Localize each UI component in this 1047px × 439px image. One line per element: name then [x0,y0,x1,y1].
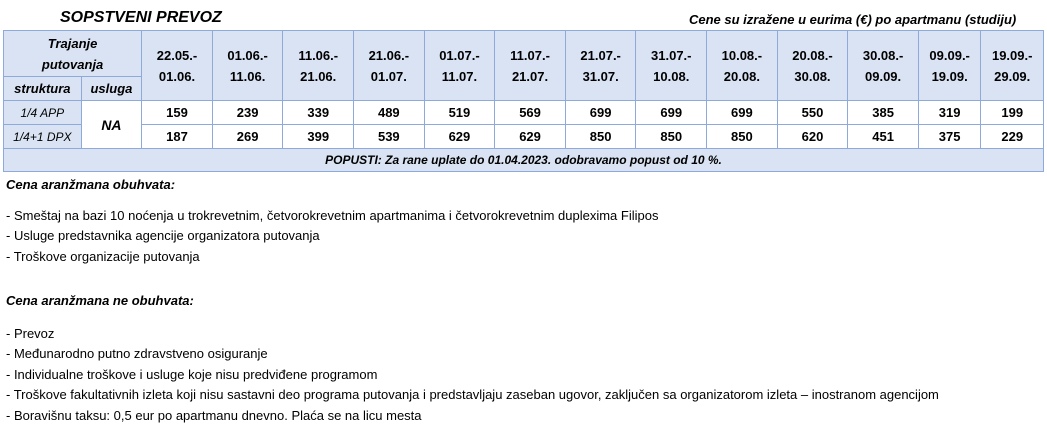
price-cell: 319 [918,101,981,125]
price-cell: 375 [918,125,981,149]
price-cell: 451 [848,125,919,149]
price-cell: 489 [354,101,425,125]
excluded-heading: Cena aranžmana ne obuhvata: [6,293,194,308]
list-item: - Troškove fakultativnih izleta koji nisu sastavni deo programa putovanja i predstavljaju zaseban ugovor, zaključen sa organizatorom izleta – inostranom agencijom [6,387,939,402]
price-cell: 187 [142,125,213,149]
discount-note: POPUSTI: Za rane uplate do 01.04.2023. odobravamo popust od 10 %. [4,149,1044,172]
list-item: - Prevoz [6,325,55,341]
included-section [6,175,658,267]
excluded-section [6,291,939,426]
period-header: 01.06.- 11.06. [212,31,283,101]
period-header: 21.07.- 31.07. [565,31,636,101]
service-header: usluga [81,77,142,101]
price-cell: 159 [142,101,213,125]
currency-note: Cene su izražene u eurima (€) po apartmanu (studiju) [689,12,1017,27]
table-row [4,125,1044,149]
price-cell: 629 [424,125,495,149]
list-item: - Boravišnu taksu: 0,5 eur po apartmanu dnevno. Plaća se na licu mesta [6,407,422,423]
price-cell: 385 [848,101,919,125]
price-cell: 699 [707,101,778,125]
row-label: 1/4+1 DPX [4,125,82,149]
price-cell: 199 [981,101,1044,125]
period-header: 01.07.- 11.07. [424,31,495,101]
price-cell: 850 [707,125,778,149]
list-item: - Usluge predstavnika agencije organizatora putovanja [6,228,320,243]
list-item: - Međunarodno putno zdravstveno osiguranje [6,346,268,361]
period-header: 20.08.- 30.08. [777,31,848,101]
included-heading: Cena aranžmana obuhvata: [6,177,176,192]
list-item: - Smeštaj na bazi 10 noćenja u trokrevetnim, četvorokrevetnim apartmanima i četvorokrevetnim duplexima Filipos [6,207,659,223]
list-item: - Troškove organizacije putovanja [6,248,200,264]
price-cell: 569 [495,101,566,125]
duration-header: Trajanje putovanja [4,31,142,77]
price-cell: 850 [636,125,707,149]
price-cell: 629 [495,125,566,149]
price-cell: 339 [283,101,354,125]
service-value: NA [81,101,142,149]
period-header: 19.09.- 29.09. [981,31,1044,101]
list-item: - Individualne troškove i usluge koje nisu predviđene programom [6,366,378,382]
period-header: 30.08.- 09.09. [848,31,919,101]
page-title: SOPSTVENI PREVOZ [60,9,222,26]
price-cell: 229 [981,125,1044,149]
price-cell: 850 [565,125,636,149]
table-row [4,101,1044,125]
price-cell: 699 [565,101,636,125]
price-cell: 550 [777,101,848,125]
price-cell: 269 [212,125,283,149]
structure-header: struktura [4,77,82,101]
period-header: 11.07.- 21.07. [495,31,566,101]
row-label: 1/4 APP [4,101,82,125]
price-cell: 519 [424,101,495,125]
period-header: 31.07.- 10.08. [636,31,707,101]
period-header: 22.05.- 01.06. [142,31,213,101]
period-header: 10.08.- 20.08. [707,31,778,101]
price-cell: 239 [212,101,283,125]
price-cell: 539 [354,125,425,149]
price-cell: 620 [777,125,848,149]
period-header: 09.09.- 19.09. [918,31,981,101]
price-cell: 399 [283,125,354,149]
period-header: 21.06.- 01.07. [354,31,425,101]
price-table [3,30,1044,172]
price-cell: 699 [636,101,707,125]
period-header: 11.06.- 21.06. [283,31,354,101]
